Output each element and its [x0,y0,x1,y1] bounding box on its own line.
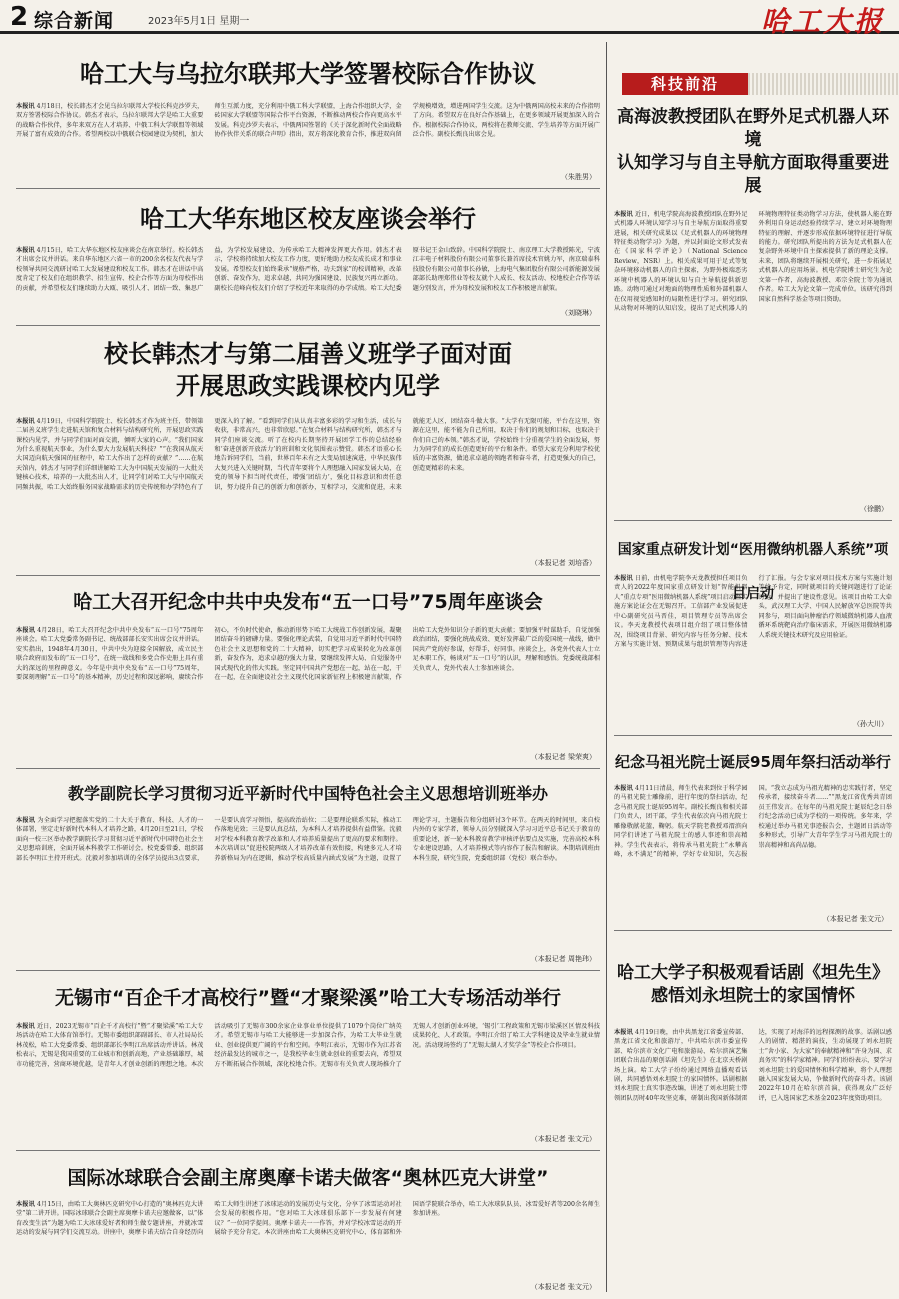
article-headline: 纪念马祖光院士诞辰95周年祭扫活动举行 [615,753,891,771]
article-may-day-slogan [16,582,600,764]
article-divider [16,970,600,971]
article-micro-nano-robot [614,528,892,731]
article-lead: 本报讯 [16,103,35,110]
article-lead: 本报讯 [16,1201,35,1208]
article-divider [16,1150,600,1151]
article-text: 近日，2023无锡市“百企千才高校行”暨“才聚梁溪”哈工大专场活动在哈工大体育馆举行。无锡市委组织部副部长、市人社局局长林茂松，哈工大党委常委、组织部部长李明江出席活动并讲话。林茂松表示，无锡是我国重要的工业城市和创新高地，产业基础雄厚，城市功能完善，营商环境优越，是青年人才创业创新的理想之地。本次活动吸引了无锡市300余家企业事业单位提供了1079个岗位广纳英才。希望无锡市与哈工大能够进一步加深合作，为哈工大毕业生就业、创业提供更广阔的平台和空间。李明江表示，无锡市作为江苏省经济最发达的城市之一，是我校毕业生就业创业的重要去向，希望双方不断拓展合作领域，深化校地合作。无锡市有关负责人现场推介了无锡人才创新创业环境，‘锡引’工程政策和无锡市梁溪区区情及科技成果转化、人才政策。李明江介绍了哈工大学科建设及毕业生就业情况。活动现场签约了“无锡太湖人才奖学金”等校企合作项目。 [16,1023,600,1068]
page-number: 2 [10,2,29,32]
article-body [614,784,892,914]
article-divider [614,735,892,736]
article-cooperation-agreement [16,50,600,184]
article-headline: 国家重点研发计划“医用微纳机器人系统”项目启动 [617,542,889,602]
article-body [614,210,892,516]
article-lead: 本报讯 [16,817,36,824]
headline-line: 开展思政实践课校内见学 [176,372,440,401]
article-text: 4月28日，哈工大召开纪念中共中央发布“五一口号”75周年座谈会。哈工大党委常务副书记、统战部部长安实出席会议并讲话。安实指出，1948年4月30日，中共中央为迎接全国解放，成立民主联合政府而发布的“五一口号”，在统一战线和多党合作史册上具有重大的深远的里程碑意义。今年是中共中央发布“五一口号”75周年，要深刻理解“五一口号”的基本精神，历史过程和深远影响，赓续合作初心，不负时代使命，推动新形势下哈工大统战工作创新发展，凝聚团结奋斗的磅礴力量。要强化理论武装，自觉用习近平新时代中国特色社会主义思想和党的二十大精神，切实把学习成果转化为改革创新，奋发作为，追求卓越的强大力量，要继续发挥大局、自觉服务中国式现代化的伟大实践。坚定同中国共产党想在一起，站在一起，干在一起，在全面建设社会主义现代化国家新征程上积极建言献策，作出哈工大党外知识分子新的更大贡献；要加强平时谋助手，自觉加强政治团结，要强化统战成效、更好发挥最广泛的爱国统一战线，做中国共产党的好参谋，好帮手，好同事。座谈会上，各党外代表人士立足本职工作，畅谈对“五一口号”的认识，理解和感悟。党委统战部相关负责人，党外代表人士参加座谈会。 [16,627,600,682]
article-body [16,1022,600,1130]
article-byline: （本报记者 梁荣爽） [530,753,596,761]
article-byline: （刘晓琳） [561,309,596,317]
article-text: 日前，由机电学院李天龙教授担任项目负责人的2022年度国家重点研发计划“智能机器人”重点专项“医用微纳机器人系统”项目启动暨实施方案论证会在无锡召开。工信部产业发展促进中心副研究员马晋佳，项目管理专员等出席会议。李天龙教授代表项目组介绍了项目整体情况，围绕项目背景、研究内容与任务分解、技术方案与实施计划、预期成果与组织管理等内容进行了汇报。与会专家对项目技术方案与实施计划等给予肯定，同时就项目的关键问题进行了论证讨论，并提出了建设性意见。该项目由哈工大牵头，武汉理工大学、中国人民解放军总医院等共同参与，项目面向肿瘤治疗领域微纳机器人血液循环系统靶向治疗临床需求，开展医用微纳机器人系统关键技术研究及应用验证。 [614,575,892,648]
section-name: 综合新闻 [34,10,115,32]
article-lead: 本报讯 [16,247,35,254]
article-lead: 本报讯 [614,210,633,218]
article-byline: （朱胜男） [561,173,596,181]
article-lead: 本报讯 [16,1023,35,1030]
article-body [16,626,600,750]
article-byline: （徐鹏） [860,505,888,513]
article-body [16,246,600,310]
article-headline: 哈工大召开纪念中共中央发布“五一口号”75周年座谈会 [73,591,543,613]
article-body [16,1200,600,1282]
article-lead: 本报讯 [614,575,633,582]
article-byline: （本报记者 张文元） [530,1283,596,1291]
article-body [16,816,600,952]
article-divider [16,188,600,189]
article-lead: 本报讯 [16,627,36,634]
article-headline: 哈工大华东地区校友座谈会举行 [140,205,476,233]
article-ma-zuguang-memorial [614,742,892,926]
article-president-students [16,334,600,570]
headline-line: 认知学习与自主导航方面取得重要进展 [617,152,889,196]
article-byline: （孙大川） [853,720,888,728]
article-text: 4月15日，由哈工大奥林匹克研究中心打造的“奥林匹克大讲堂”第二讲开讲。国际冰球联合会副主席奥摩卡诺夫应邀做客，以“体育改变生活”为题为哈工大冰球爱好者和师生做专题讲座，并就冰雪运动的发展与同学们交流互动。讲座中，奥摩卡诺夫结合自身经历向哈工大师生讲述了冰球运动的发展历史与文化，分享了冰雪运动对社会发展的积极作用。“您对哈工大冰球俱乐部下一步发展有何建议？”一位同学提问。奥摩卡诺夫一一作答，并对学校冰雪运动的开展给予充分肯定。本次讲座由哈工大奥林匹克研究中心、体育部和外国语学院联合举办，哈工大冰球队队员、冰雪爱好者等200余名师生参加讲座。 [16,1201,600,1237]
article-text: 4月18日，校长韩杰才会见乌拉尔联邦大学校长科克沙罗夫，双方签署校际合作协议。韩杰才表示，乌拉尔联邦大学是哈工大重要的战略合作伙伴，多年来双方在人才培养、中俄工科大学联盟等领域开展了富有成效的合作。希望两校以中俄联合校园建设为契机，加大师生互派力度，充分利用中俄工科大学联盟，上海合作组织大学，金砖国家大学联盟等国际合作平台资源，不断推动两校合作向更高水平发展。科克沙罗夫表示，中俄两国签署的《关于深化新时代全面战略协作伙伴关系的联合声明》指出，双方将深化教育合作，推进双向留学规模增效，增进两国学生交流。这为中俄两国高校未来的合作指明了方向。希望双方在良好合作基础上，在更多领域开展更加深入的合作。根据校际合作协议，两校将在教师交流、学生培养等方面开展广泛合作。副校长甄良出席会见。 [16,103,600,139]
article-headline [614,106,892,198]
article-headline: 无锡市“百企千才高校行”暨“才聚梁溪”哈工大专场活动举行 [55,987,561,1009]
article-divider [614,930,892,931]
headline-line: 感悟刘永坦院士的家国情怀 [651,985,855,1006]
column-divider [606,42,607,1292]
article-olympic-lecture [16,1158,600,1294]
article-headline: 哈工大与乌拉尔联邦大学签署校际合作协议 [80,60,536,88]
article-headline: 国际冰球联合会副主席奥摩卡诺夫做客“奥林匹克大讲堂” [67,1167,549,1189]
paper-logo: 哈工大报 [760,5,885,38]
sidebar-section-label: 科技前沿 [622,73,748,95]
headline-line: 高海波教授团队在野外足式机器人环境 [617,107,889,150]
article-teaching-training [16,776,600,966]
issue-date: 2023年5月1日 星期一 [148,16,250,27]
article-legged-robot [614,102,892,516]
article-text: 4月19日晚，由中共黑龙江省委宣传部、黑龙江省文化和旅游厅，中共哈尔滨市委宣传部、哈尔滨市文化广电和旅游局、哈尔滨演艺集团联合出品的原创话剧《坦先生》在北京天桥剧场上演。哈工大学子纷纷通过网络直播观看话剧，共同感悟刘永坦院士的家国情怀。话剧根据刘永坦院士真实事迹改编，讲述了刘永坦院士带领团队历时40年攻坚克难，研制出我国新体制雷达，实现了对海洋的远程探测的故事。话剧以感人的剧情、精湛的演技，生动展现了刘永坦院士“舍小家、为大家”的奉献精神和“许身为国、求真务实”的科学家精神。同学们纷纷表示，要学习刘永坦院士的爱国情怀和科学精神，将个人理想融入国家发展大局，争做新时代的奋斗者。该剧2022年10月在哈尔滨首演，获得观众广泛好评，已入选国家艺术基金2023年度资助项目。 [614,1028,892,1102]
headline-line: 校长韩杰才与第二届善义班学子面对面 [104,340,512,368]
article-headline [16,338,600,403]
masthead [0,0,899,38]
article-byline: （本报记者 张文元） [530,1135,596,1143]
article-divider [16,325,600,326]
article-text: 4月19日，中国科学院院士、校长韩杰才作为班主任，带领第二届善义班学生走进航天馆和复合材料与结构研究所，开展思政实践课校内见学，并与同学们面对面交流，倾听大家的心声。“我们国家为什么重视航天事业，为什么要大力发展航天科技？”“在我国从航天大国迈向航天强国的征程中，哈工大作出了怎样的贡献？”……在航天馆内，韩杰才与同学们详细讲解哈工大为中国航天发展的一大批关键核心技术，培养的一大批杰出人才，让同学们对哈工大与中国航天同频共振，哈工大始终服务国家战略需求的历史传统和办学特色有了更深入的了解。“看到同学们从认真丰富多彩的学习和生活，成长与收获，非常高兴，也非常欣慰。”在复合材料与结构研究所，韩杰才与同学们座谈交流。听了在校内长期坚持开展团学工作的总结经验和‘奋进创新开放活力’的班训和文化氛围表示赞赏。韩杰才语重心长地告诉同学们，当前，世界百年未有之大变局加速演进，中华民族伟大复兴进入关键时期，当代青年要将个人理想融入国家发展大局，在党的领导下担当时代责任，增强‘团结力’，强化目标意识和责任意识，努力提升自己的创新力和创新办，互相学习，交流和促进，未来就能无人区，团结奋斗做大事。“大学有无限可能，平台在这里，资源在这里，能不能为自己所用，取决于你们的规划和目标，也取决于你们自己的本领。”韩杰才说，学校始终十分重视学生的全面发展，努力为同学们的成长创造更好的平台和条件。希望大家充分利用学校优质的丰富资源，做追求卓越的领跑者和奋斗者，打造更强大的自己，创造更精彩的未来。 [16,417,600,491]
article-wuxi-recruitment [16,978,600,1146]
article-text: 为全面学习把握落实党的二十大关于教育、科技、人才的一体部署，坚定走好新时代本科人才培养之路，4月20日至21日，学校面向一校三区举办教学副院长学习贯彻习近平新时代中国特色社会主义思想培训班，全面开展本科教学工作研讨会。校党委常委、组织部部长李明江主持开班式。沈毅对参加培训的全体学员提出3点要求，一是要认真学习领悟，提高政治站位；二是要理论联系实际，推动工作落地见效；三是要认真总结，为本科人才培养提供有益借鉴。沈毅对学校本科教育教学改革和人才培养质量提出了更高的要求和期待。本次培训以“促进校院两级人才培养改革有效衔接，构建多元人才培养新格局为内在逻辑，推动学校高质量内涵式发展”为主题，设置了理论学习，主题报告和分组研讨3个环节。在两天的时间里，来自校内外的专家学者，领导人员分别就深入学习习近平总书记关于教育的重要论述，新一轮本科教育教学审核评估要点及实施，完善高校本科专业建设思路，人才培养模式等内容作了报告和解读。本期培训班由本科生院，研究生院，党委组织部（党校）联合举办。 [16,817,600,862]
article-headline [614,962,892,1008]
article-headline: 教学副院长学习贯彻习近平新时代中国特色社会主义思想培训班举办 [67,784,548,803]
article-text: 近日，机电学院高海波教授团队在野外足式机器人环境认知学习与自主导航方面取得重要进展，相关研究成果以《足式机器人的环境物理特征类动物学习》为题，并以封面论文形式发表在《国家科学评论》（National Science Review，NSR）上。相关成果可用于足式等复杂环境移动机器人的自主探索，为野外极端恶劣环境中机器人的环境认知与自主导航提供新思路。动物可通过对地面的物理性质和外部机器人在仅用视觉感知时的局限性进行学习。研究团队从动物对环境的认知启发，提出了足式机器人的环境物理特征类动物学习方法，使机器人能在野外利用自身运动经验持续学习、建立对环境物理特征的理解、并逐步形成依据环境特征进行导航的能力。研究团队所提出的方法为足式机器人在复杂野外环境中自主探索提供了新的理论支撑。未来，团队将继续开展相关研究，进一步拓展足式机器人的应用场景。机电学院博士研究生为论文第一作者，高海波教授、邓宗全院士等为通讯作者。哈工大为论文第一完成单位。该研究得到国家自然科学基金等项目资助。 [614,210,892,312]
article-body [614,1028,892,1286]
article-byline: （本报记者 周艳玮） [530,955,596,963]
article-text: 4月15日，哈工大华东地区校友座谈会在南京举行。校长韩杰才出席会议并讲话。来自华东地区六省一市的200余名校友代表与学校领导共同交流研讨哈工大发展建设和校友工作。韩杰才在讲话中高度肯定了校友们在组织教学、招生宣传、校企合作等方面为母校作出的贡献，并希望校友们继续助力大瓯、吸引人才、团结一致、集思广益，为学校发展建设、为传承哈工大精神发挥更大作用。韩杰才表示，学校将持续加大校友工作力度，更好地助力校友成长成才和事业发展。希望校友们始终秉承“规格严格，功夫到家”的校训精神，改革创新、奋发作为，追求卓越，共同为强国建设、民族复兴再立新功。副校长范峰向校友们介绍了学校近年来取得的办学成绩。哈工大纪委原书记王金山致辞。中国科学院院士、南京理工大学教授陈光，宁波江丰电子材料股份有限公司董事长兼首席技术官姚力军，南京瑞泰科技股份有限公司董事长孙敏，上海电气集团股份有限公司新能源发展部部长助理郑伟业等校友就个人成长、校友活动、校地校企合作等话题分别发言，并为母校发展和校友工作积极建言献策。 [16,247,600,292]
article-lead: 本报讯 [614,785,633,792]
article-lead: 本报讯 [16,417,35,425]
article-body [16,417,600,565]
article-lead: 本报讯 [614,1028,633,1036]
article-byline: （本报记者 刘培香） [530,559,596,567]
article-divider [614,520,892,521]
headline-line: 哈工大学子积极观看话剧《坦先生》 [617,963,889,983]
article-body [16,102,600,176]
article-text: 4月11日清晨，师生代表来到位于科学园的马祖光院士雕像前，进行年度的祭扫活动，纪念马祖光院士诞辰95周年。副校长甄良和相关部门负责人，团干部，学生代表依次向马祖光院士雕像敬献花篮，鞠躬。航天学院老教授邓渭滨向同学们讲述了马祖光院士的感人事迹和崇高精神。学生代表表示，将传承马祖光院士“永攀高峰，永不满足”的精神，学好专业知识，矢志报国。“我立志成为马祖光精神的忠实践行者，坚定传承者，接续奋斗者……”“黑龙江省优秀共青团员王伟发言。在每年的马祖光院士诞辰纪念日举行纪念活动已成为学校的一项传统。多年来，学校通过举办马祖光事迹报告会，主题团日活动等多种形式，引导广大青年学生学习马祖光院士的崇高精神和高尚品德。 [614,785,892,858]
article-divider [16,768,600,769]
article-byline: （本报记者 张文元） [822,915,888,923]
article-divider [16,575,600,576]
article-alumni-forum [16,196,600,320]
article-drama-mr-tan [614,938,892,1292]
